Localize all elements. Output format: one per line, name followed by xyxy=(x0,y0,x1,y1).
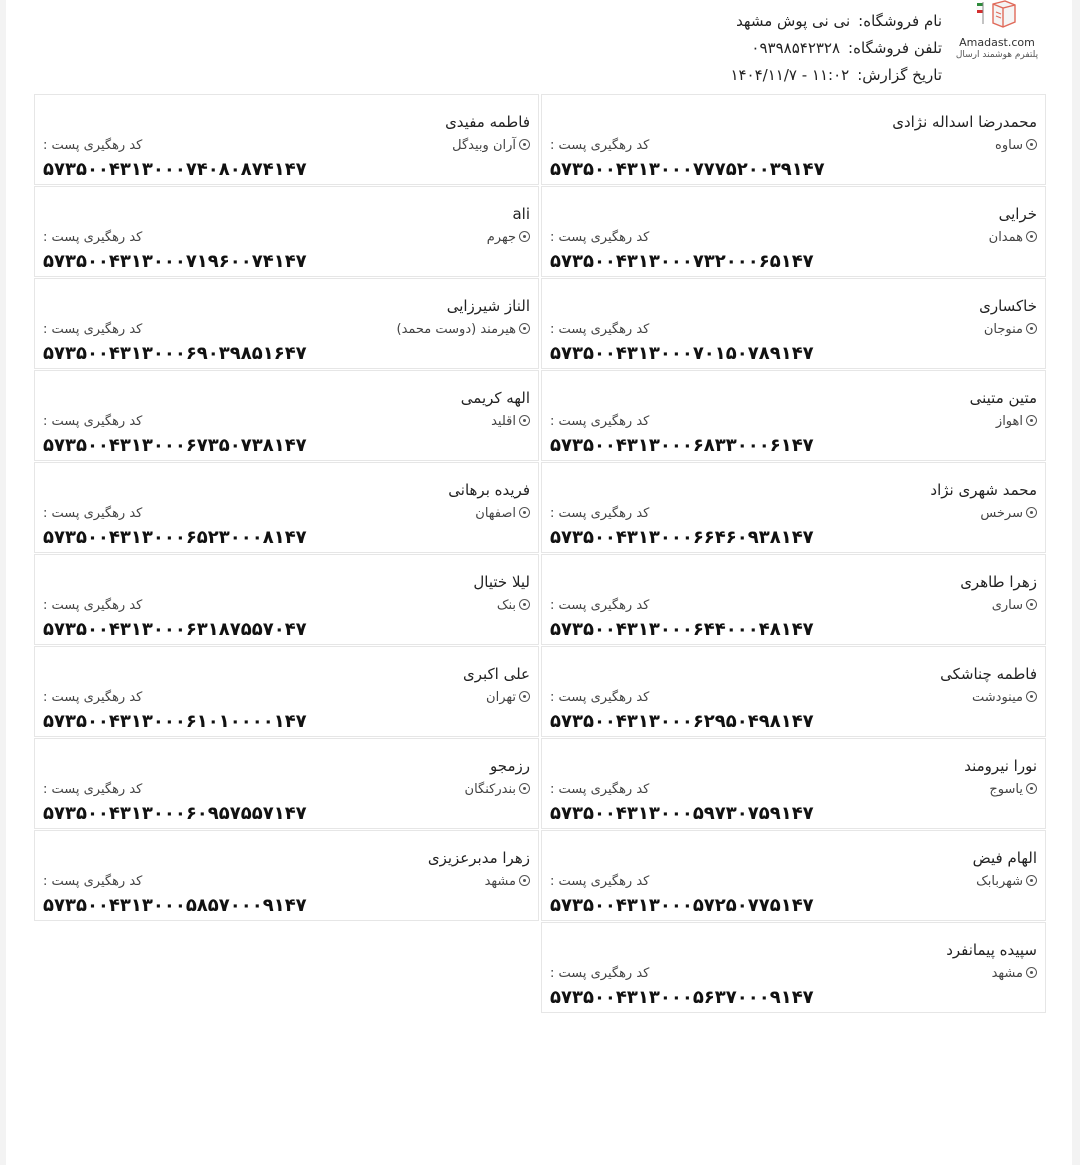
tracking-label: کد رهگیری پست : xyxy=(550,322,650,337)
tracking-label: کد رهگیری پست : xyxy=(43,138,143,153)
location-pin-icon xyxy=(1026,139,1037,150)
recipient-name: الناز شیرزایی xyxy=(446,297,530,315)
recipient-city xyxy=(972,690,1037,705)
tracking-label: کد رهگیری پست : xyxy=(43,414,143,429)
city-text: اصفهان xyxy=(475,506,516,521)
location-pin-icon xyxy=(1026,875,1037,886)
recipient-city xyxy=(485,874,530,889)
recipient-name: فریده برهانی xyxy=(448,481,530,499)
location-pin-icon xyxy=(1026,967,1037,978)
store-phone-row xyxy=(730,35,942,62)
report-date: ۱۱:۰۲ - ۱۴۰۴/۱۱/۷ xyxy=(730,66,850,84)
city-text: آران وبیدگل xyxy=(452,138,516,153)
location-pin-icon xyxy=(519,139,530,150)
recipient-name: لیلا ختیال xyxy=(473,573,530,591)
tracking-code: ۵۷۳۵۰۰۴۳۱۳۰۰۰۶۰۹۵۷۵۵۷۱۴۷ xyxy=(43,803,307,824)
location-pin-icon xyxy=(519,875,530,886)
shipment-card xyxy=(34,554,539,645)
recipient-city xyxy=(486,690,530,705)
tracking-label: کد رهگیری پست : xyxy=(550,230,650,245)
recipient-name: محمدرضا اسداله نژادی xyxy=(892,113,1037,131)
city-text: مینودشت xyxy=(972,690,1023,705)
city-text: مشهد xyxy=(484,874,516,889)
city-text: ساوه xyxy=(995,138,1023,153)
store-name: نی نی پوش مشهد xyxy=(736,12,851,30)
shipment-card xyxy=(541,830,1046,921)
location-pin-icon xyxy=(1026,231,1037,242)
tracking-label: کد رهگیری پست : xyxy=(550,414,650,429)
store-name-row xyxy=(730,8,942,35)
tracking-code: ۵۷۳۵۰۰۴۳۱۳۰۰۰۶۹۰۳۹۸۵۱۶۴۷ xyxy=(43,343,307,364)
tracking-code: ۵۷۳۵۰۰۴۳۱۳۰۰۰۶۷۳۵۰۷۳۸۱۴۷ xyxy=(43,435,307,456)
tracking-code: ۵۷۳۵۰۰۴۳۱۳۰۰۰۷۳۲۰۰۰۶۵۱۴۷ xyxy=(550,251,814,272)
recipient-name: خرایی xyxy=(998,205,1037,223)
shipment-card xyxy=(541,370,1046,461)
report-page xyxy=(6,0,1072,1165)
report-header xyxy=(6,0,1072,92)
city-text: مشهد xyxy=(991,966,1023,981)
recipient-city xyxy=(497,598,530,613)
store-phone-label: تلفن فروشگاه: xyxy=(848,39,942,57)
recipient-name: زهرا مدبرعزیزی xyxy=(427,849,530,867)
recipient-name: الهام فیض xyxy=(972,849,1037,867)
tracking-code: ۵۷۳۵۰۰۴۳۱۳۰۰۰۶۶۴۶۰۹۳۸۱۴۷ xyxy=(550,527,814,548)
tracking-code: ۵۷۳۵۰۰۴۳۱۳۰۰۰۶۸۳۳۰۰۰۶۱۴۷ xyxy=(550,435,814,456)
shipment-card xyxy=(34,186,539,277)
report-date-label: تاریخ گزارش: xyxy=(857,66,942,84)
recipient-name: سپیده پیمانفرد xyxy=(946,941,1037,959)
tracking-label: کد رهگیری پست : xyxy=(550,506,650,521)
recipient-name: خاکساری xyxy=(979,297,1037,315)
tracking-code: ۵۷۳۵۰۰۴۳۱۳۰۰۰۶۳۱۸۷۵۵۷۰۴۷ xyxy=(43,619,307,640)
tracking-label: کد رهگیری پست : xyxy=(550,138,650,153)
recipient-city xyxy=(984,322,1037,337)
location-pin-icon xyxy=(1026,783,1037,794)
recipient-name: الهه کریمی xyxy=(460,389,530,407)
recipient-city xyxy=(491,414,530,429)
amadast-logo xyxy=(952,0,1042,60)
recipient-city xyxy=(989,782,1037,797)
shipment-card xyxy=(34,738,539,829)
recipient-city xyxy=(980,506,1037,521)
recipient-city xyxy=(992,598,1037,613)
location-pin-icon xyxy=(1026,599,1037,610)
tracking-code: ۵۷۳۵۰۰۴۳۱۳۰۰۰۵۶۳۷۰۰۰۹۱۴۷ xyxy=(550,987,814,1008)
location-pin-icon xyxy=(1026,323,1037,334)
city-text: یاسوج xyxy=(989,782,1023,797)
city-text: منوجان xyxy=(983,322,1023,337)
tracking-label: کد رهگیری پست : xyxy=(43,874,143,889)
recipient-name: زهرا طاهری xyxy=(960,573,1037,591)
tracking-code: ۵۷۳۵۰۰۴۳۱۳۰۰۰۵۷۲۵۰۷۷۵۱۴۷ xyxy=(550,895,814,916)
city-text: هیرمند (دوست محمد) xyxy=(396,322,516,337)
location-pin-icon xyxy=(519,599,530,610)
city-text: شهربابک xyxy=(976,874,1023,889)
recipient-name: فاطمه چناشکی xyxy=(940,665,1037,683)
tracking-label: کد رهگیری پست : xyxy=(43,598,143,613)
tracking-code: ۵۷۳۵۰۰۴۳۱۳۰۰۰۵۹۷۳۰۷۵۹۱۴۷ xyxy=(550,803,814,824)
shipment-card xyxy=(34,278,539,369)
package-logo-icon xyxy=(975,0,1019,32)
location-pin-icon xyxy=(1026,691,1037,702)
location-pin-icon xyxy=(1026,415,1037,426)
tracking-label: کد رهگیری پست : xyxy=(43,690,143,705)
tracking-label: کد رهگیری پست : xyxy=(550,598,650,613)
tracking-code: ۵۷۳۵۰۰۴۳۱۳۰۰۰۶۴۴۰۰۰۴۸۱۴۷ xyxy=(550,619,814,640)
recipient-city xyxy=(989,230,1037,245)
location-pin-icon xyxy=(519,783,530,794)
location-pin-icon xyxy=(1026,507,1037,518)
shipment-card xyxy=(541,94,1046,185)
shipment-card xyxy=(541,186,1046,277)
city-text: اقلید xyxy=(491,414,516,429)
recipient-city xyxy=(452,138,530,153)
shipment-card xyxy=(541,278,1046,369)
location-pin-icon xyxy=(519,323,530,334)
tracking-code: ۵۷۳۵۰۰۴۳۱۳۰۰۰۷۷۷۵۲۰۰۳۹۱۴۷ xyxy=(550,159,825,180)
location-pin-icon xyxy=(519,415,530,426)
recipient-city xyxy=(487,230,530,245)
city-text: اهواز xyxy=(995,414,1023,429)
recipient-name: فاطمه مفیدی xyxy=(445,113,530,131)
store-info xyxy=(730,8,942,89)
tracking-label: کد رهگیری پست : xyxy=(43,322,143,337)
tracking-label: کد رهگیری پست : xyxy=(43,230,143,245)
logo-domain: Amadast.com xyxy=(959,36,1035,49)
location-pin-icon xyxy=(519,691,530,702)
shipment-card xyxy=(34,370,539,461)
recipient-city xyxy=(397,322,531,337)
tracking-code: ۵۷۳۵۰۰۴۳۱۳۰۰۰۵۸۵۷۰۰۰۹۱۴۷ xyxy=(43,895,307,916)
recipient-name: علی اکبری xyxy=(462,665,530,683)
tracking-label: کد رهگیری پست : xyxy=(550,874,650,889)
recipient-name: رزمجو xyxy=(490,757,530,775)
shipment-card xyxy=(541,922,1046,1013)
city-text: سرخس xyxy=(980,506,1023,521)
city-text: تهران xyxy=(486,690,516,705)
shipment-card xyxy=(541,646,1046,737)
tracking-code: ۵۷۳۵۰۰۴۳۱۳۰۰۰۷۰۱۵۰۷۸۹۱۴۷ xyxy=(550,343,814,364)
city-text: ساری xyxy=(991,598,1023,613)
tracking-label: کد رهگیری پست : xyxy=(550,782,650,797)
shipment-card xyxy=(34,94,539,185)
tracking-code: ۵۷۳۵۰۰۴۳۱۳۰۰۰۶۵۲۳۰۰۰۸۱۴۷ xyxy=(43,527,307,548)
recipient-city xyxy=(475,506,530,521)
tracking-code: ۵۷۳۵۰۰۴۳۱۳۰۰۰۷۴۰۸۰۸۷۴۱۴۷ xyxy=(43,159,307,180)
recipient-city xyxy=(976,874,1037,889)
tracking-label: کد رهگیری پست : xyxy=(550,690,650,705)
shipment-card xyxy=(541,554,1046,645)
tracking-code: ۵۷۳۵۰۰۴۳۱۳۰۰۰۶۲۹۵۰۴۹۸۱۴۷ xyxy=(550,711,814,732)
location-pin-icon xyxy=(519,231,530,242)
shipment-card xyxy=(541,462,1046,553)
shipment-card xyxy=(541,738,1046,829)
location-pin-icon xyxy=(519,507,530,518)
report-date-row xyxy=(730,62,942,89)
city-text: بنک xyxy=(496,598,516,613)
recipient-name: ali xyxy=(512,205,530,223)
city-text: بندرکنگان xyxy=(464,782,516,797)
tracking-code: ۵۷۳۵۰۰۴۳۱۳۰۰۰۶۱۰۱۰۰۰۰۱۴۷ xyxy=(43,711,307,732)
recipient-city xyxy=(992,966,1037,981)
city-text: جهرم xyxy=(486,230,516,245)
shipment-card xyxy=(34,462,539,553)
tracking-code: ۵۷۳۵۰۰۴۳۱۳۰۰۰۷۱۹۶۰۰۷۴۱۴۷ xyxy=(43,251,307,272)
tracking-label: کد رهگیری پست : xyxy=(550,966,650,981)
recipient-city xyxy=(465,782,530,797)
recipient-city xyxy=(995,138,1037,153)
recipient-name: متین متینی xyxy=(969,389,1037,407)
shipment-card xyxy=(34,830,539,921)
tracking-label: کد رهگیری پست : xyxy=(43,782,143,797)
city-text: همدان xyxy=(988,230,1023,245)
store-phone: ۰۹۳۹۸۵۴۲۳۲۸ xyxy=(751,39,841,57)
store-name-label: نام فروشگاه: xyxy=(858,12,942,30)
recipient-name: نورا نیرومند xyxy=(964,757,1037,775)
recipient-name: محمد شهری نژاد xyxy=(930,481,1037,499)
tracking-label: کد رهگیری پست : xyxy=(43,506,143,521)
logo-tagline: پلتفرم هوشمند ارسال xyxy=(955,50,1039,60)
shipment-card xyxy=(34,646,539,737)
recipient-city xyxy=(996,414,1037,429)
